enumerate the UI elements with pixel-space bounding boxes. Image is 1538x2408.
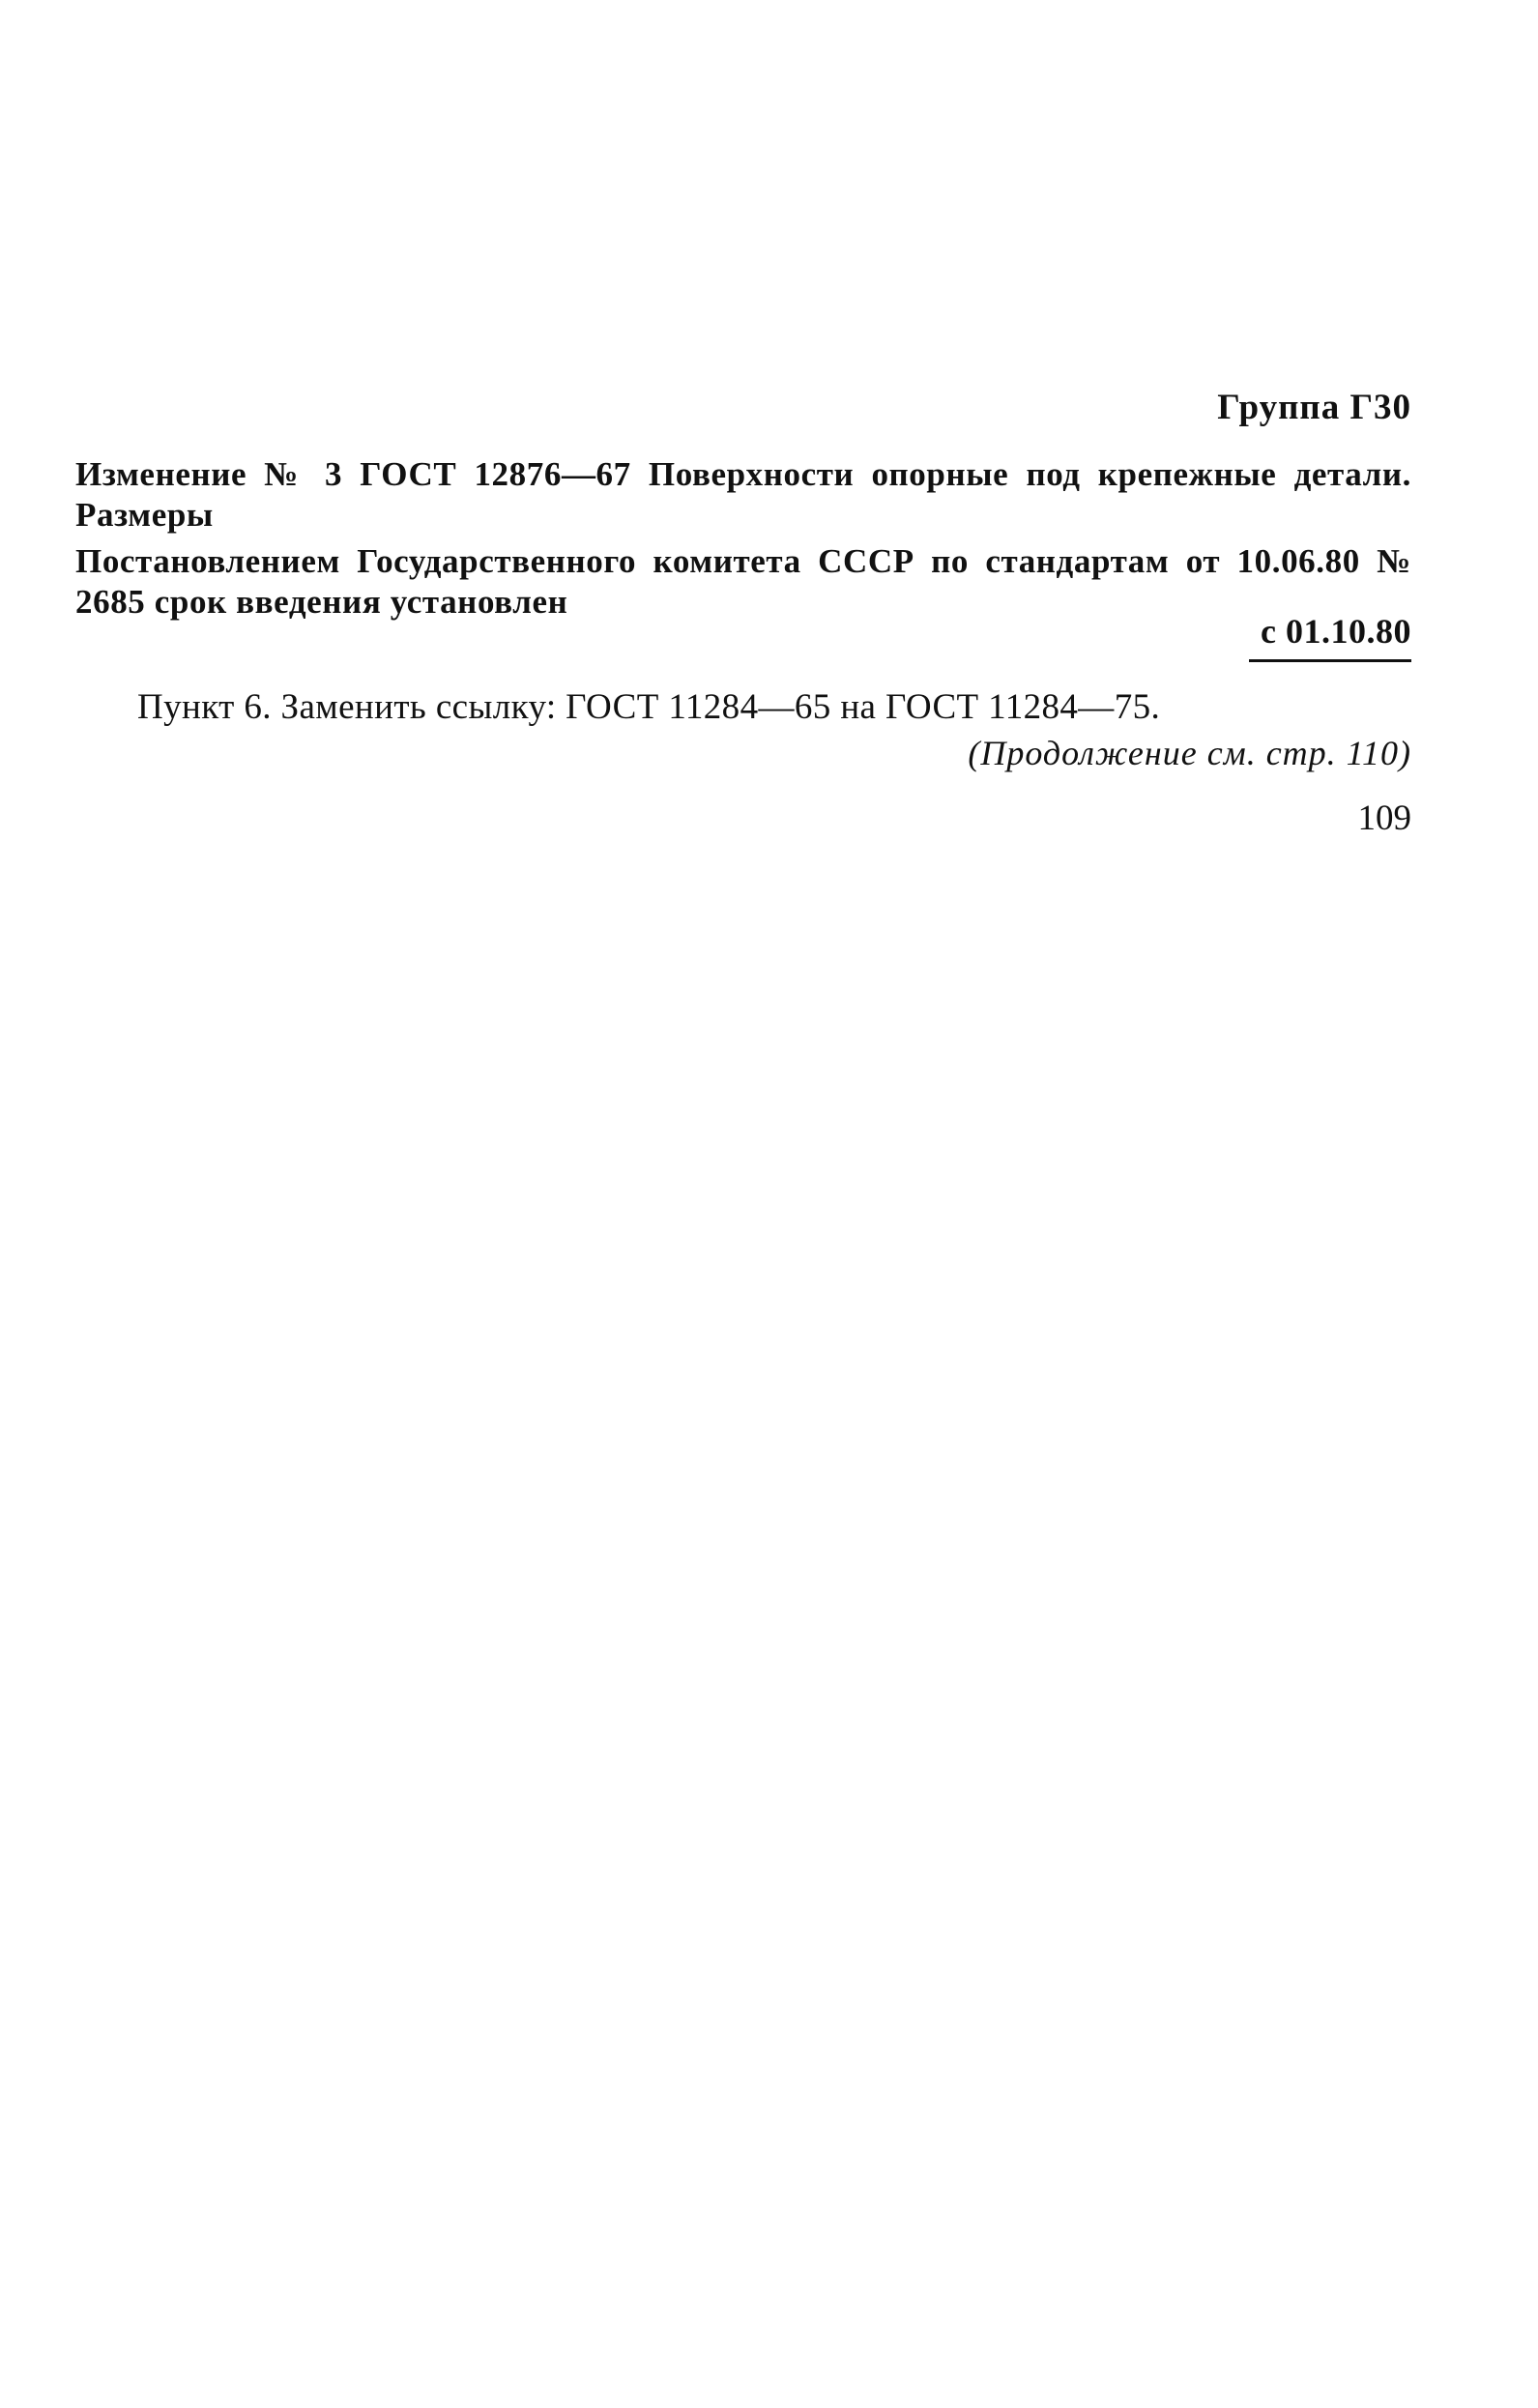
effective-date: с 01.10.80 bbox=[1249, 611, 1411, 662]
resolution-text: Постановлением Государственного комитета СССР по стандартам от 10.06.80 № 2685 срок введения установлен bbox=[75, 542, 1411, 621]
amendment-paragraph: Пункт 6. Заменить ссылку: ГОСТ 11284—65 на ГОСТ 11284—75. bbox=[137, 687, 1161, 727]
document-page bbox=[75, 0, 1411, 2408]
group-label: Группа Г30 bbox=[1217, 388, 1411, 427]
change-title: Изменение № 3 ГОСТ 12876—67 Поверхности опорные под крепежные детали. Размеры bbox=[75, 455, 1411, 534]
continuation-note: (Продолжение см. стр. 110) bbox=[968, 734, 1411, 772]
page-number: 109 bbox=[1357, 798, 1411, 838]
